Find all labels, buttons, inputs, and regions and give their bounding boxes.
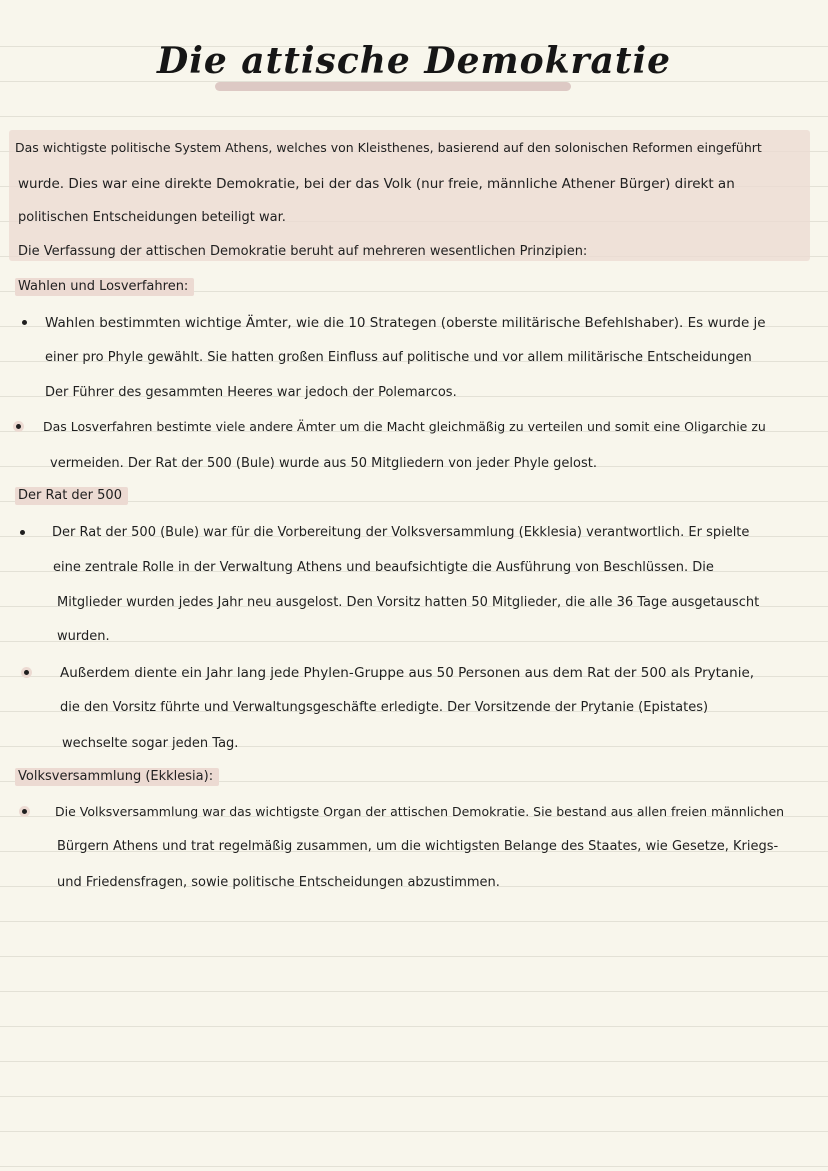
intro-line-1: Das wichtigste politische System Athens, welches von Kleisthenes, basierend auf den solonischen Reformen eingeführt [15, 140, 762, 155]
bullet-point [22, 809, 27, 814]
text-line: Die Volksversammlung war das wichtigste Organ der attischen Demokratie. Sie bestand aus allen freien männlichen [55, 804, 785, 819]
text-line: Der Führer des gesammten Heeres war jedoch der Polemarcos. [45, 385, 457, 400]
section-heading-wahlen: Wahlen und Losverfahren: [15, 278, 194, 296]
page-title: Die attische Demokratie [156, 40, 672, 82]
text-line: Bürgern Athens und trat regelmäßig zusammen, um die wichtigsten Belange des Staates, wie Gesetze, Kriegs- [57, 839, 779, 854]
title-underline [215, 82, 571, 91]
bullet-point [24, 670, 29, 675]
text-line: die den Vorsitz führte und Verwaltungsgeschäfte erledigte. Der Vorsitzende der Prytanie (Epistates) [60, 700, 709, 715]
bullet-point [22, 320, 27, 325]
text-line: eine zentrale Rolle in der Verwaltung Athens und beaufsichtigte die Ausführung von Beschlüssen. Die [53, 560, 714, 575]
text-line: Das Losverfahren bestimte viele andere Ämter um die Macht gleichmäßig zu verteilen und somit eine Oligarchie zu [43, 419, 766, 434]
text-line: wechselte sogar jeden Tag. [62, 736, 239, 751]
section-heading-rat: Der Rat der 500 [15, 487, 128, 505]
text-line: Der Rat der 500 (Bule) war für die Vorbereitung der Volksversammlung (Ekklesia) verantwortlich. Er spielte [52, 525, 750, 540]
bullet-point [16, 424, 21, 429]
intro-line-2: wurde. Dies war eine direkte Demokratie, bei der das Volk (nur freie, männliche Athener Bürger) direkt an [18, 176, 735, 192]
intro-line-3: politischen Entscheidungen beteiligt war. [18, 210, 286, 225]
text-line: Außerdem diente ein Jahr lang jede Phylen-Gruppe aus 50 Personen aus dem Rat der 500 als Prytanie, [60, 665, 755, 681]
text-line: Mitglieder wurden jedes Jahr neu ausgelost. Den Vorsitz hatten 50 Mitglieder, die alle 36 Tage ausgetauscht [57, 595, 760, 610]
text-line: Wahlen bestimmten wichtige Ämter, wie die 10 Strategen (oberste militärische Befehlshaber). Es wurde je [45, 315, 766, 331]
text-line: vermeiden. Der Rat der 500 (Bule) wurde aus 50 Mitgliedern von jeder Phyle gelost. [50, 456, 597, 471]
verfassung-line: Die Verfassung der attischen Demokratie beruht auf mehreren wesentlichen Prinzipien: [18, 244, 588, 259]
text-line: und Friedensfragen, sowie politische Entscheidungen abzustimmen. [57, 875, 500, 890]
section-heading-volksversammlung: Volksversammlung (Ekklesia): [15, 768, 219, 786]
bullet-point [20, 530, 25, 535]
text-line: wurden. [57, 629, 110, 644]
text-line: einer pro Phyle gewählt. Sie hatten großen Einfluss auf politische und vor allem militärische Entscheidungen [45, 350, 752, 365]
